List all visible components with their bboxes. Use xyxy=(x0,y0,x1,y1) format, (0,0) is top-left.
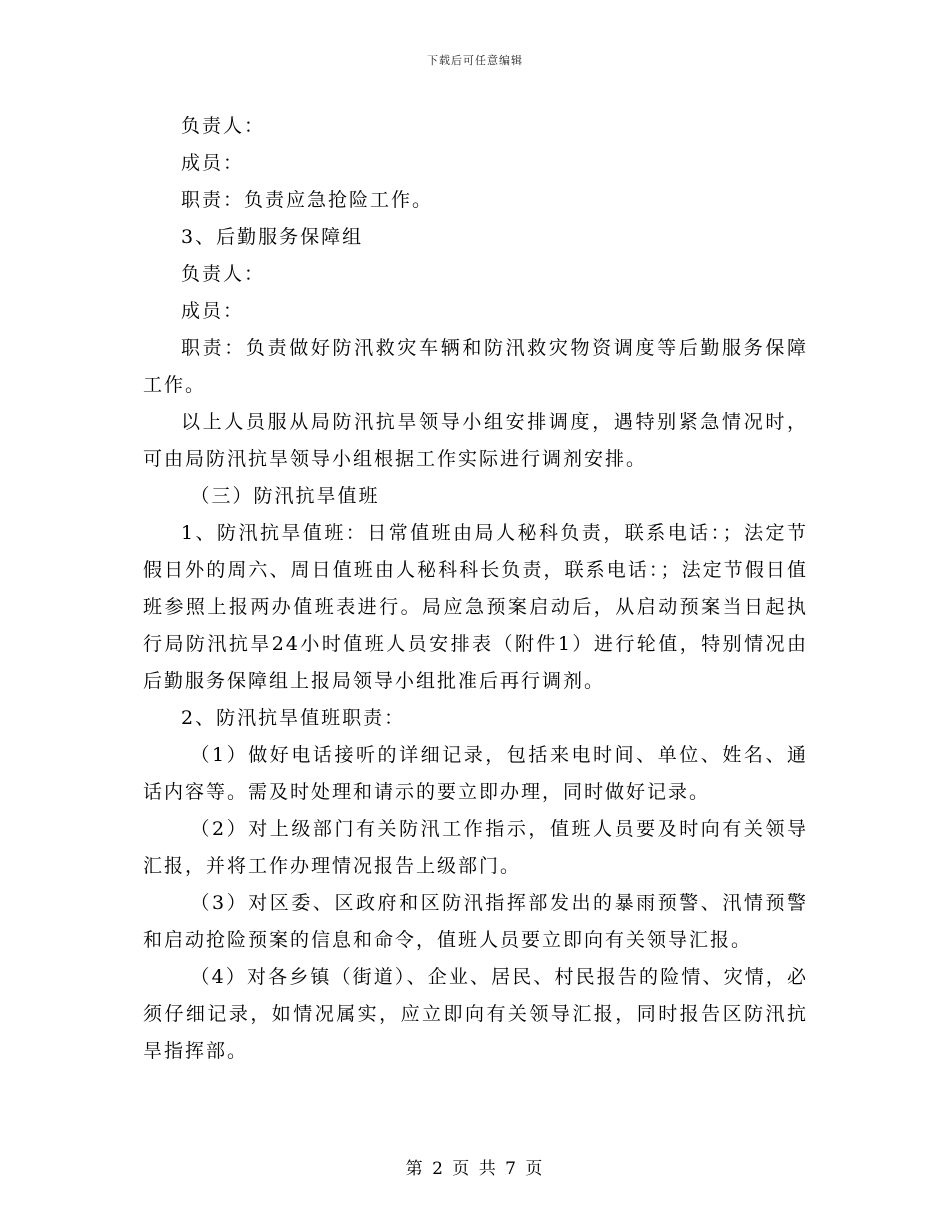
section-heading-duty: （三）防汛抗旱值班 xyxy=(190,485,380,507)
paragraph-dispatch-note: 以上人员服从局防汛抗旱领导小组安排调度，遇特别紧急情况时，可由局防汛抗旱领导小组根据工作实际进行调剂安排。 xyxy=(143,411,808,470)
paragraph-members: 成员： xyxy=(181,300,245,322)
paragraph-leader: 负责人： xyxy=(181,263,266,285)
list-item: （3）对区委、区政府和区防汛指挥部发出的暴雨预警、汛情预警和启动抢险预案的信息和命令，值班人员要立即向有关领导汇报。 xyxy=(143,892,808,951)
section-heading-logistics: 3、后勤服务保障组 xyxy=(181,226,364,248)
page-number: 第 2 页 共 7 页 xyxy=(405,1159,545,1179)
paragraph-duty-rescue: 职责：负责应急抢险工作。 xyxy=(181,189,434,211)
paragraph-duty-logistics: 职责：负责做好防汛救灾车辆和防汛救灾物资调度等后勤服务保障工作。 xyxy=(143,337,808,396)
paragraph-leader: 负责人： xyxy=(181,115,266,137)
list-item: （2）对上级部门有关防汛工作指示，值班人员要及时向有关领导汇报，并将工作办理情况报告上级部门。 xyxy=(143,818,808,877)
list-item: （4）对各乡镇（街道）、企业、居民、村民报告的险情、灾情，必须仔细记录，如情况属实，应立即向有关领导汇报，同时报告区防汛抗旱指挥部。 xyxy=(143,966,808,1062)
paragraph-duty-schedule: 1、防汛抗旱值班：日常值班由局人秘科负责，联系电话：；法定节假日外的周六、周日值班由人秘科科长负责，联系电话：；法定节假日值班参照上报两办值班表进行。局应急预案启动后，从启动预案当日起执行局防汛抗旱24小时值班人员安排表（附件1）进行轮值，特别情况由后勤服务保障组上报局领导小组批准后再行调剂。 xyxy=(143,522,808,692)
paragraph-members: 成员： xyxy=(181,152,245,174)
list-item: （1）做好电话接听的详细记录，包括来电时间、单位、姓名、通话内容等。需及时处理和请示的要立即办理，同时做好记录。 xyxy=(143,744,808,803)
document-body xyxy=(143,108,808,1070)
page-header: 下载后可任意编辑 xyxy=(427,54,523,67)
section-heading-duty-responsibilities: 2、防汛抗旱值班职责： xyxy=(181,707,406,729)
